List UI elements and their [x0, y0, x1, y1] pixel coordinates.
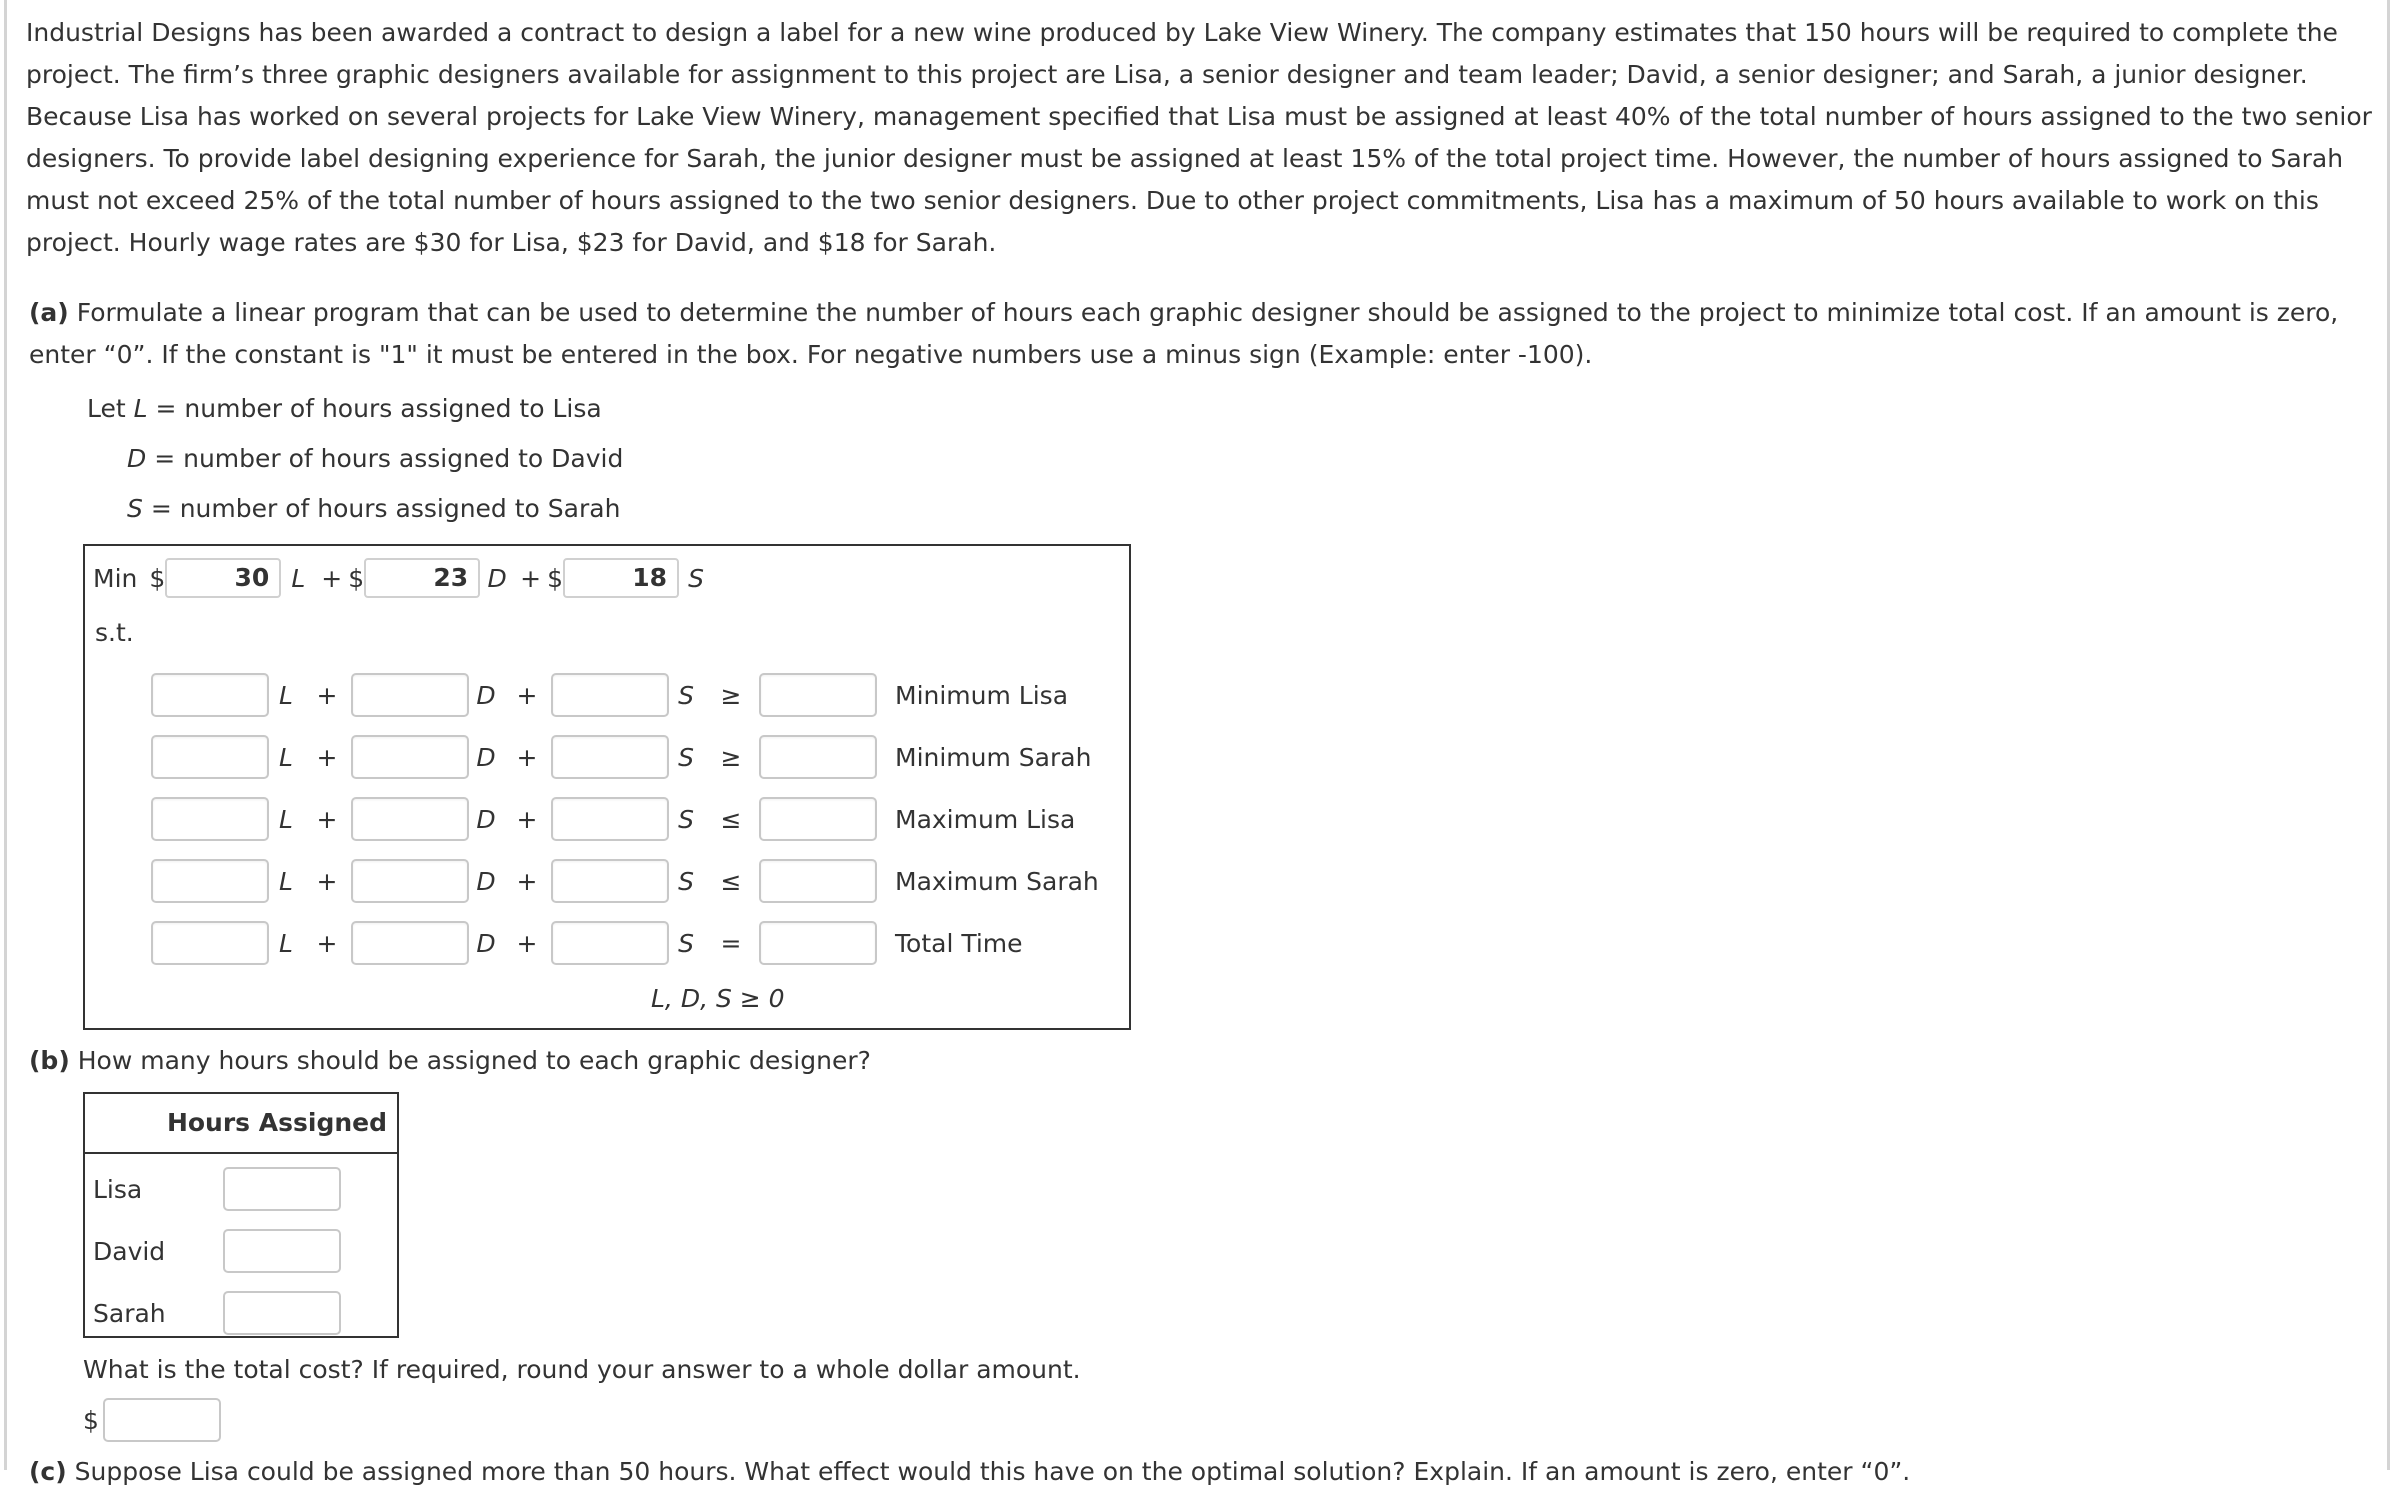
part-b-text: How many hours should be assigned to each graphic designer? [77, 1046, 871, 1075]
constraint-row-minimum-lisa: L + D + S ≥ Minimum Lisa [151, 672, 1131, 718]
rhs-input[interactable] [759, 797, 877, 841]
rhs-input[interactable] [759, 921, 877, 965]
hours-assigned-table [83, 1092, 399, 1338]
part-a-prompt [29, 292, 2369, 376]
objective-row: Min $ 30 L + $ 23 D + $ 18 S [93, 556, 713, 600]
constraint-row-minimum-sarah: L + D + S ≥ Minimum Sarah [151, 734, 1131, 780]
part-a-label: (a) [29, 298, 69, 327]
definition-S: S = number of hours assigned to Sarah [127, 494, 621, 523]
hours-assigned-header: Hours Assigned [85, 1094, 397, 1154]
part-c-label: (c) [29, 1457, 67, 1486]
objective-coef-L[interactable]: 30 [165, 558, 281, 598]
rhs-input[interactable] [759, 735, 877, 779]
hours-row-sarah [93, 1290, 341, 1336]
variable-definitions [87, 384, 623, 534]
part-a-text: Formulate a linear program that can be used to determine the number of hours each graphic designer should be assigned to the project to minimize total cost. If an amount is zero, enter “0”. If the constant is "1" it must be entered in the box. For negative numbers use a minus sign (Example: enter -100). [29, 298, 2339, 369]
coef-S-input[interactable] [551, 735, 669, 779]
part-c-prompt [29, 1452, 1910, 1492]
part-c-text: Suppose Lisa could be assigned more than 50 hours. What effect would this have on the optimal solution? Explain. If an amount is zero, enter “0”. [74, 1457, 1911, 1486]
nonnegativity-constraint: L, D, S ≥ 0 [651, 984, 785, 1013]
coef-S-input[interactable] [551, 859, 669, 903]
definition-D: D = number of hours assigned to David [127, 444, 624, 473]
total-cost-question: What is the total cost? If required, round your answer to a whole dollar amount. [83, 1355, 1081, 1384]
subject-to-label: s.t. [95, 618, 134, 647]
constraint-row-maximum-sarah: L + D + S ≤ Maximum Sarah [151, 858, 1131, 904]
coef-D-input[interactable] [351, 797, 469, 841]
lisa-hours-input[interactable] [223, 1167, 341, 1211]
constraint-name: Maximum Sarah [895, 866, 1099, 896]
constraint-name: Minimum Sarah [895, 742, 1092, 772]
coef-D-input[interactable] [351, 735, 469, 779]
dollar-sign: $ [83, 1405, 99, 1435]
definition-L: Let L = number of hours assigned to Lisa [87, 394, 602, 423]
linear-program-box [83, 544, 1131, 1030]
objective-coef-D[interactable]: 23 [364, 558, 480, 598]
total-cost-input[interactable] [103, 1398, 221, 1442]
objective-coef-S[interactable]: 18 [563, 558, 679, 598]
coef-L-input[interactable] [151, 859, 269, 903]
constraint-name: Maximum Lisa [895, 804, 1076, 834]
constraint-row-total-time: L + D + S = Total Time [151, 920, 1131, 966]
constraint-name: Minimum Lisa [895, 680, 1069, 710]
david-hours-input[interactable] [223, 1229, 341, 1273]
constraint-name: Total Time [895, 928, 1023, 958]
coef-S-input[interactable] [551, 673, 669, 717]
coef-D-input[interactable] [351, 673, 469, 717]
coef-D-input[interactable] [351, 921, 469, 965]
total-cost-row [83, 1398, 221, 1442]
hours-row-lisa [93, 1166, 341, 1212]
rhs-input[interactable] [759, 673, 877, 717]
row-label: David [93, 1236, 166, 1266]
part-b-label: (b) [29, 1046, 70, 1075]
min-label: Min [93, 563, 138, 593]
constraint-row-maximum-lisa: L + D + S ≤ Maximum Lisa [151, 796, 1131, 842]
sarah-hours-input[interactable] [223, 1291, 341, 1335]
coef-S-input[interactable] [551, 797, 669, 841]
rhs-input[interactable] [759, 859, 877, 903]
coef-L-input[interactable] [151, 673, 269, 717]
question-panel [4, 0, 2390, 1486]
problem-statement: Industrial Designs has been awarded a contract to design a label for a new wine produced by Lake View Winery. The company estimates that 150 hours will be required to complete the project. The firm’s three graphic designers available for assignment to this project are Lisa, a senior designer and team leader; David, a senior designer; and Sarah, a junior designer. Because Lisa has worked on several projects for Lake View Winery, management specified that Lisa must be assigned at least 40% of the total number of hours assigned to the two senior designers. To provide label designing experience for Sarah, the junior designer must be assigned at least 15% of the total project time. However, the number of hours assigned to Sarah must not exceed 25% of the total number of hours assigned to the two senior designers. Due to other project commitments, Lisa has a maximum of 50 hours available to work on this project. Hourly wage rates are $30 for Lisa, $23 for David, and $18 for Sarah. [26, 18, 2372, 257]
coef-S-input[interactable] [551, 921, 669, 965]
coef-L-input[interactable] [151, 797, 269, 841]
row-label: Sarah [93, 1298, 166, 1328]
coef-D-input[interactable] [351, 859, 469, 903]
coef-L-input[interactable] [151, 921, 269, 965]
row-label: Lisa [93, 1174, 143, 1204]
coef-L-input[interactable] [151, 735, 269, 779]
part-b-prompt [29, 1040, 871, 1082]
hours-row-david [93, 1228, 341, 1274]
